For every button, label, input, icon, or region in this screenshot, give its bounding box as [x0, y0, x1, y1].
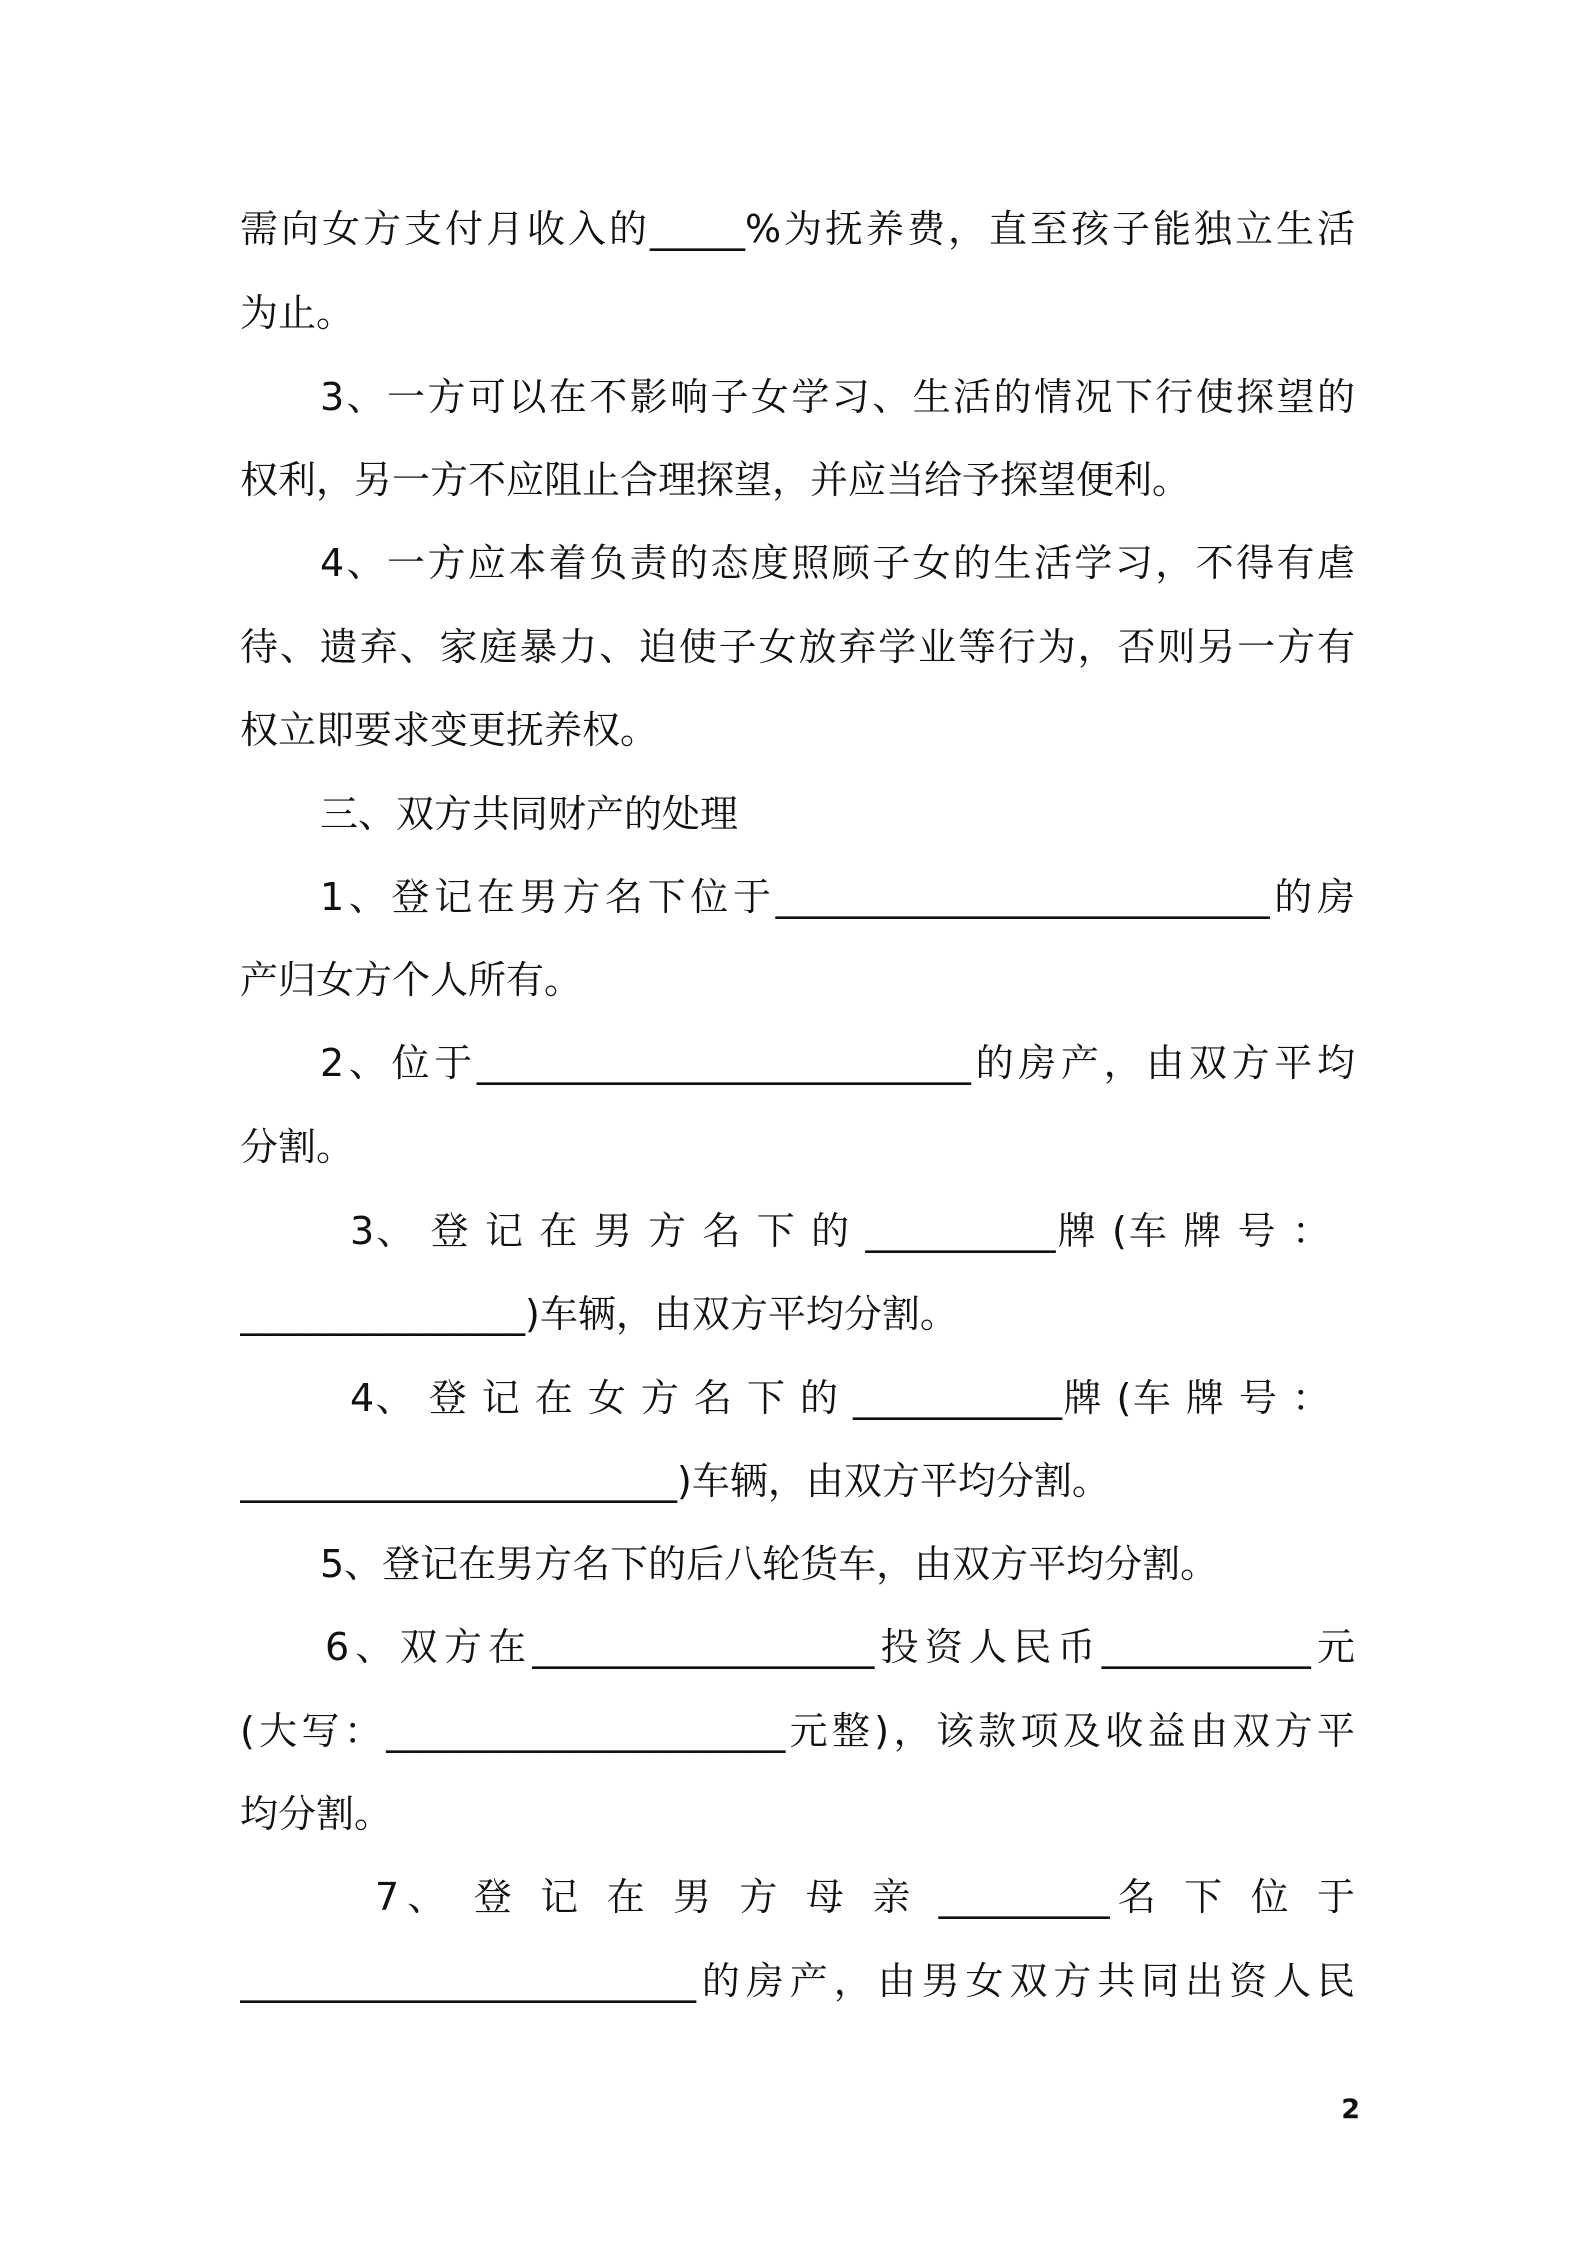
paragraph-line-mother-property-cont: ________________________的房产，由男女双方共同出资人民	[240, 1959, 1355, 2003]
paragraph-line-child-support: 需向女方支付月收入的_____%为抚养费，直至孩子能独立生活	[240, 207, 1355, 251]
paragraph-line-property-1-end: 产归女方个人所有。	[240, 958, 583, 1002]
paragraph-line-visitation: 3、一方可以在不影响子女学习、生活的情况下行使探望的	[320, 375, 1355, 419]
paragraph-line-investment: 6、双方在__________________投资人民币___________元	[325, 1625, 1355, 1669]
paragraph-line-truck: 5、登记在男方名下的后八轮货车，由双方平均分割。	[320, 1542, 1219, 1586]
paragraph-line-child-support-end: 为止。	[240, 291, 355, 335]
paragraph-line-care-duty-end: 权立即要求变更抚养权。	[240, 708, 659, 752]
paragraph-line-vehicle-female: 4、 登 记 在 女 方 名 下 的 ___________牌 (车 牌 号 ：	[350, 1376, 1330, 1420]
page-number: 2	[1341, 2094, 1360, 2125]
paragraph-line-investment-end: 均分割。	[240, 1792, 393, 1836]
paragraph-line-vehicle-male: 3、 登 记 在 男 方 名 下 的 __________牌 (车 牌 号 ：	[350, 1209, 1330, 1253]
paragraph-line-property-1: 1、登记在男方名下位于__________________________的房	[320, 875, 1355, 919]
paragraph-line-investment-cont: (大写：_____________________元整)，该款项及收益由双方平	[240, 1709, 1355, 1753]
paragraph-line-vehicle-female-end: _______________________)车辆，由双方平均分割。	[240, 1459, 1110, 1503]
paragraph-line-care-duty: 4、一方应本着负责的态度照顾子女的生活学习，不得有虐	[320, 541, 1355, 585]
paragraph-line-property-2-end: 分割。	[240, 1125, 355, 1169]
paragraph-line-visitation-end: 权利，另一方不应阻止合理探望，并应当给予探望便利。	[240, 458, 1191, 502]
paragraph-line-vehicle-male-end: _______________)车辆，由双方平均分割。	[240, 1292, 958, 1336]
section-heading-common-property: 三、双方共同财产的处理	[320, 792, 739, 836]
paragraph-line-property-2: 2、位于__________________________的房产，由双方平均	[320, 1041, 1355, 1085]
paragraph-line-mother-property: 7、 登 记 在 男 方 母 亲 _________名 下 位 于	[375, 1875, 1355, 1919]
paragraph-line-care-duty-cont: 待、遗弃、家庭暴力、迫使子女放弃学业等行为，否则另一方有	[240, 625, 1355, 669]
